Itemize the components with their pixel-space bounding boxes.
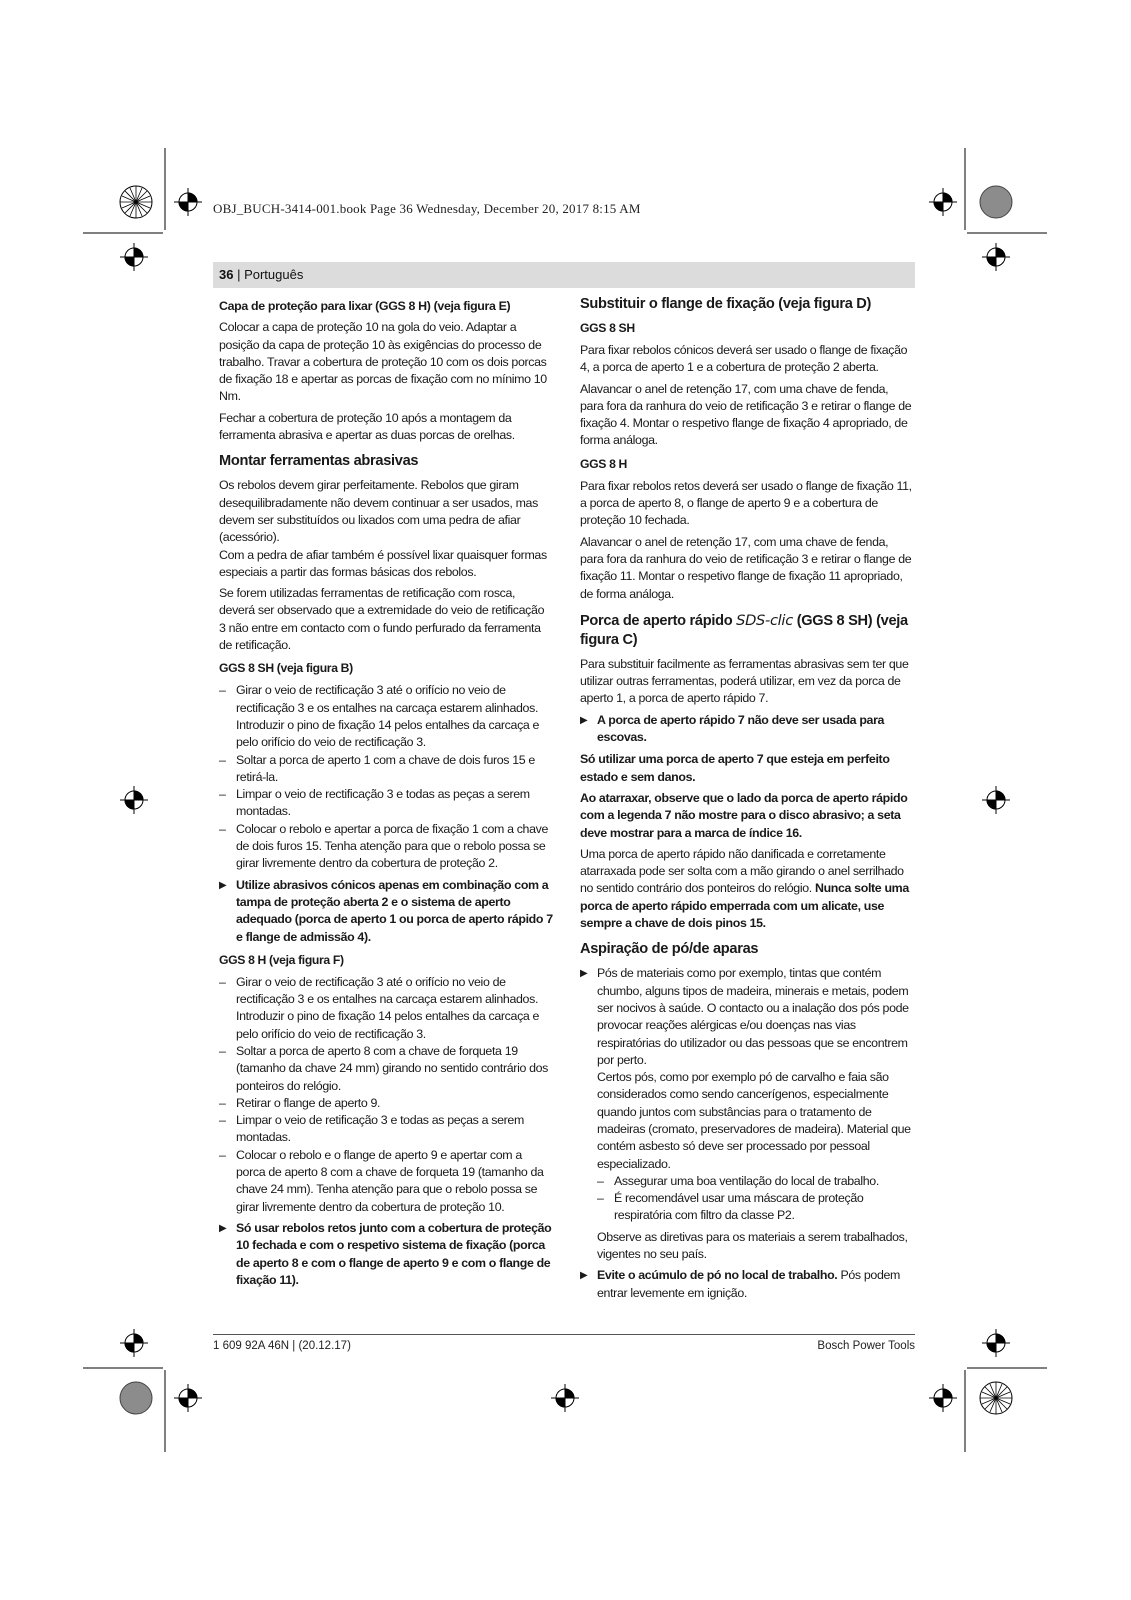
sds-clic-logo: SDS-clic (736, 611, 793, 629)
ggs8h-warning (219, 1220, 553, 1289)
montar-paragraph-1: Os rebolos devem girar perfeitamente. Rebolos que giram desequilibradamente não devem continuar a ser usados, mas devem ser substituídos ou lixados com uma pedra de afiar (acessório). (219, 478, 538, 545)
aspiracao-text-2: Certos pós, como por exemplo pó de carvalho e faia são considerados como sendo cancerígenos, especialmente quando juntos com substâncias para o tratamento de madeiras (cromato, preservadores de madeira). Material que contém asbesto só deve ser processado por pessoal especializado. (597, 1070, 911, 1171)
footer-code: 1 609 92A 46N | (20.12.17) (213, 1340, 351, 1352)
ggs8sh-warning (219, 877, 553, 946)
sh-paragraph-2: Alavancar o anel de retenção 17, com uma chave de fenda, para fora da ranhura do veio de retificação 3 e retirar o flange de fixação 4. Montar o respetivo flange de fixação 4 apropriado, de forma análoga. (580, 381, 912, 448)
print-slug: OBJ_BUCH-3414-001.book Page 36 Wednesday, December 20, 2017 8:15 AM (213, 201, 641, 216)
right-column (580, 295, 914, 1307)
porca-heading (580, 611, 914, 650)
aspiracao-warning-2 (580, 1267, 914, 1302)
footer-brand: Bosch Power Tools (817, 1340, 915, 1352)
h-paragraph-2: Alavancar o anel de retenção 17, com uma chave de fenda, para fora da ranhura do veio de retificação 3 e retirar o flange de fixação 11. Montar o respetivo flange de fixação 11 apropriado, de forma análoga. (580, 534, 912, 601)
list-item: – É recomendável usar uma máscara de proteção respiratória com filtro da classe P2. (597, 1190, 914, 1225)
list-item: – Girar o veio de rectificação 3 até o orifício no veio de rectificação 3 e os entalhes na carcaça estarem alinhados. Introduzir o pino de fixação 14 pelos entalhes da carcaça e pelo orifício do veio de rectificação 3. (219, 974, 553, 1043)
ggs8sh-steps (219, 682, 553, 872)
porca-paragraph-1: Para substituir facilmente as ferramentas abrasivas sem ter que utilizar outras ferramentas, poderá utilizar, em vez da porca de aperto 1, a porca de aperto rápido 7. (580, 656, 909, 706)
h-paragraph-1: Para fixar rebolos retos deverá ser usado o flange de fixação 11, a porca de aperto 8, o flange de aperto 9 e a cobertura de proteção 10 fechada. (580, 478, 912, 528)
ggs8h-heading: GGS 8 H (veja figura F) (219, 952, 344, 967)
footer-rule (213, 1334, 915, 1335)
porca-heading-a: Porca de aperto rápido (580, 612, 733, 629)
warning-regular: Pós podem entrar levemente em ignição. (597, 1268, 900, 1300)
arrow-icon: ▶ (219, 879, 227, 891)
page-header-bar (213, 262, 915, 288)
arrow-icon: ▶ (219, 1222, 227, 1234)
arrow-icon: ▶ (580, 1270, 588, 1282)
capa-paragraph-1: Colocar a capa de proteção 10 na gola do veio. Adaptar a posição da capa de proteção 10 às exigências do processo de trabalho. Travar a cobertura de proteção 10 com os dois porcas de fixação 18 e apertar as porcas de fixação com no mínimo 10 Nm. (219, 320, 547, 404)
porca-paragraph-2b: Nunca solte uma porca de aperto rápido emperrada com um alicate, use sempre a chave de dois pinos 15. (580, 881, 909, 931)
h-heading: GGS 8 H (580, 456, 627, 471)
flange-heading: Substituir o flange de fixação (veja figura D) (580, 296, 872, 312)
list-item: – Soltar a porca de aperto 1 com a chave de dois furos 15 e retirá-la. (219, 752, 553, 787)
list-item: – Retirar o flange de aperto 9. (219, 1095, 553, 1112)
aspiracao-list (597, 1173, 914, 1225)
aspiracao-text-1: Pós de materiais como por exemplo, tintas que contém chumbo, alguns tipos de madeira, minerais e metais, podem ser nocivos à saúde. O contacto ou a inalação dos pós pode provocar reações alérgicas e/ou doenças nas vias respiratórias do utilizador ou das pessoas que se encontrem por perto. (597, 966, 909, 1067)
bold-text: Só utilizar uma porca de aperto 7 que esteja em perfeito estado e sem danos. (580, 752, 890, 784)
arrow-icon: ▶ (580, 714, 588, 726)
montar-paragraph-3: Se forem utilizadas ferramentas de retificação com rosca, deverá ser observado que a extremidade do veio de retificação 3 não entre em contacto com o fundo perfurado da ferramenta de retificação. (219, 586, 545, 653)
porca-paragraph-2 (580, 846, 914, 932)
list-item: – Limpar o veio de rectificação 3 e todas as peças a serem montadas. (219, 786, 553, 821)
porca-bold-2 (580, 790, 914, 842)
list-item: – Limpar o veio de retificação 3 e todas as peças a serem montadas. (219, 1112, 553, 1147)
aspiracao-text-3: Observe as diretivas para os materiais a serem trabalhados, vigentes no seu país. (597, 1229, 908, 1262)
porca-paragraph-2a: Uma porca de aperto rápido não danificada e corretamente atarraxada pode ser solta com a mão girando o anel serrilhado no sentido contrário dos ponteiros do relógio. (580, 846, 904, 896)
page-header: 36 | Português (219, 267, 304, 282)
arrow-icon: ▶ (580, 968, 588, 980)
porca-heading-b: (GGS 8 SH) (veja figura C) (580, 612, 908, 648)
porca-bold-1 (580, 751, 914, 786)
page-language: Português (244, 267, 304, 282)
left-column (219, 295, 553, 1294)
sh-paragraph-1: Para fixar rebolos cónicos deverá ser usado o flange de fixação 4, a porca de aperto 1 e a cobertura de proteção 2 aberta. (580, 343, 908, 375)
montar-paragraph-2: Com a pedra de afiar também é possível lixar quaisquer formas especiais a partir das formas básicas dos rebolos. (219, 547, 547, 579)
capa-heading: Capa de proteção para lixar (GGS 8 H) (veja figura E) (219, 299, 511, 313)
bold-text: Ao atarraxar, observe que o lado da porca de aperto rápido com a legenda 7 não mostre para o disco abrasivo; a seta deve mostrar para a marca de índice 16. (580, 790, 908, 840)
montar-heading: Montar ferramentas abrasivas (219, 453, 419, 470)
list-item: – Girar o veio de rectificação 3 até o orifício no veio de rectificação 3 e os entalhes na carcaça estarem alinhados. Introduzir o pino de fixação 14 pelos entalhes da carcaça e pelo orifício do veio de rectificação 3. (219, 682, 553, 751)
list-item: – Soltar a porca de aperto 8 com a chave de forqueta 19 (tamanho da chave 24 mm) girando no sentido contrário dos ponteiros do relógio. (219, 1043, 553, 1095)
page-number: 36 (219, 267, 234, 282)
warning-text: Só usar rebolos retos junto com a cobertura de proteção 10 fechada e com o respetivo sistema de fixação (porca de aperto 8 e com o flange de aperto 9 e com o flange de fixação 11). (236, 1220, 552, 1287)
ggs8sh-heading: GGS 8 SH (veja figura B) (219, 661, 353, 676)
ggs8h-steps (219, 974, 553, 1216)
warning-text: Utilize abrasivos cónicos apenas em combinação com a tampa de proteção aberta 2 e o sistema de aperto adequado (porca de aperto 1 ou porca de aperto rápido 7 e flange de admissão 4). (236, 877, 553, 944)
aspiracao-sub (580, 1069, 914, 1263)
sh-heading: GGS 8 SH (580, 321, 635, 335)
warning-bold: Evite o acúmulo de pó no local de trabalho. (597, 1268, 838, 1283)
warning-text: A porca de aperto rápido 7 não deve ser usada para escovas. (597, 712, 885, 745)
porca-warning (580, 712, 914, 747)
list-item: – Colocar o rebolo e o flange de aperto 9 e apertar com a porca de aperto 8 com a chave de forqueta 19 (tamanho da chave 24 mm). Tenha atenção para que o rebolo possa se girar livremente dentro da cobertura de proteção 10. (219, 1147, 553, 1216)
capa-paragraph-2: Fechar a cobertura de proteção 10 após a montagem da ferramenta abrasiva e apertar as duas porcas de orelhas. (219, 410, 515, 443)
list-item: – Colocar o rebolo e apertar a porca de fixação 1 com a chave de dois furos 15. Tenha atenção para que o rebolo possa se girar livremente dentro da cobertura de proteção 2. (219, 821, 553, 873)
aspiracao-warning-1 (580, 965, 914, 1069)
aspiracao-heading: Aspiração de pó/de aparas (580, 941, 759, 958)
list-item: – Assegurar uma boa ventilação do local de trabalho. (597, 1173, 914, 1190)
